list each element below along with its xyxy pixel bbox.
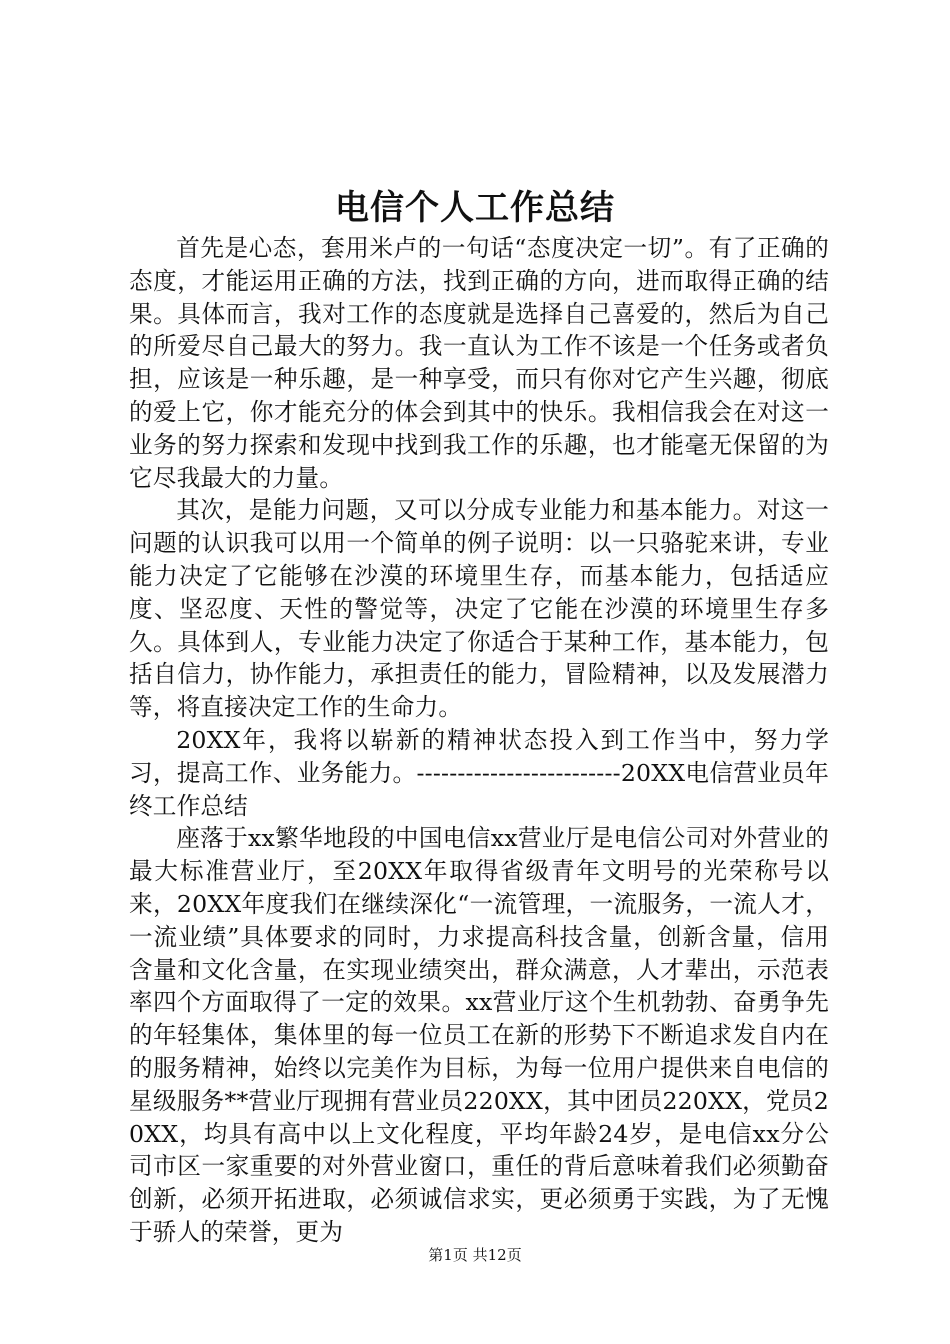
document-title: 电信个人工作总结	[335, 188, 615, 228]
paragraph-4: 座落于xx繁华地段的中国电信xx营业厅是电信公司对外营业的最大标准营业厅，至20XX年取得省级青年文明号的光荣称号以来，20XX年度我们在继续深化“一流管理，一流服务，一流人才，一流业绩”具体要求的同时，力求提高科技含量，创新含量，信用含量和文化含量，在实现业绩突出，群众满意，人才辈出，示范表率四个方面取得了一定的效果。xx营业厅这个生机勃勃、奋勇争先的年轻集体，集体里的每一位员工在新的形势下不断追求发自内在的服务精神，始终以完美作为目标，为每一位用户提供来自电信的星级服务**营业厅现拥有营业员220XX，其中团员220XX，党员20XX，均具有高中以上文化程度，平均年龄24岁，是电信xx分公司市区一家重要的对外营业窗口，重任的背后意味着我们必须勤奋创新，必须开拓进取，必须诚信求实，更必须勇于实践，为了无愧于骄人的荣誉，更为	[129, 824, 829, 1246]
paragraph-3: 20XX年，我将以崭新的精神状态投入到工作当中，努力学习，提高工作、业务能力。-------------------------20XX电信营业员年终工作总结	[129, 725, 829, 820]
document-body	[129, 232, 829, 1249]
paragraph-2: 其次，是能力问题，又可以分成专业能力和基本能力。对这一问题的认识我可以用一个简单的例子说明：以一只骆驼来讲，专业能力决定了它能够在沙漠的环境里生存，而基本能力，包括适应度、坚忍度、天性的警觉等，决定了它能在沙漠的环境里生存多久。具体到人，专业能力决定了你适合于某种工作，基本能力，包括自信力，协作能力，承担责任的能力，冒险精神，以及发展潜力等，将直接决定工作的生命力。	[129, 496, 829, 722]
page-footer: 第1页 共12页	[428, 1246, 522, 1264]
paragraph-1: 首先是心态，套用米卢的一句话“态度决定一切”。有了正确的态度，才能运用正确的方法，找到正确的方向，进而取得正确的结果。具体而言，我对工作的态度就是选择自己喜爱的，然后为自己的所爱尽自己最大的努力。我一直认为工作不该是一个任务或者负担，应该是一种乐趣，是一种享受，而只有你对它产生兴趣，彻底的爱上它，你才能充分的体会到其中的快乐。我相信我会在对这一业务的努力探索和发现中找到我工作的乐趣，也才能毫无保留的为它尽我最大的力量。	[129, 234, 829, 492]
